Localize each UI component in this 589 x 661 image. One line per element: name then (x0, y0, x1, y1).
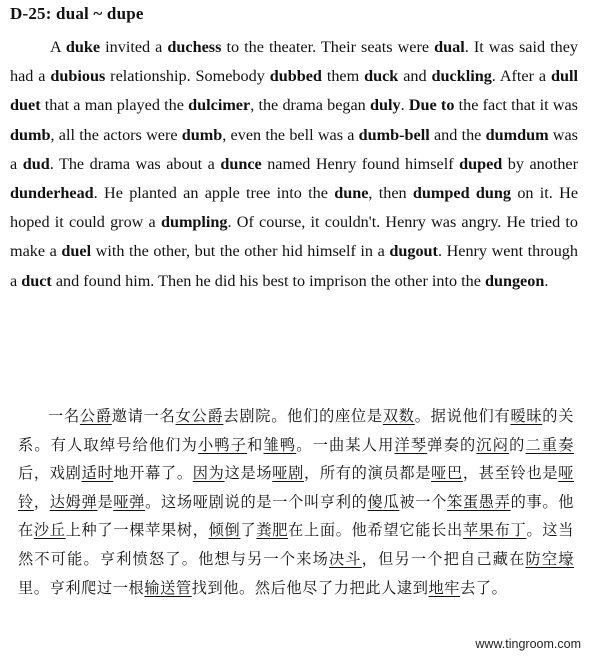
paragraph-text: and the (429, 125, 486, 144)
vocab-word: dumb (10, 125, 51, 144)
vocab-word: duped (459, 154, 503, 173)
paragraph-text: was a (10, 125, 578, 173)
translated-term: 达姆弹 (49, 492, 98, 511)
vocab-word: dud (22, 154, 50, 173)
translated-term: 哑巴 (431, 464, 463, 483)
vocab-word: dumpling (160, 213, 228, 232)
paragraph-text: 的关系。有人取绰号给他们为 (18, 407, 575, 454)
vocab-word: dumb-bell (358, 125, 430, 144)
watermark-url: www.tingroom.com (475, 637, 581, 651)
vocab-word: dunce (220, 154, 262, 173)
paragraph-text: relationship. Somebody (105, 67, 270, 86)
paragraph-text: 邀请一名 (111, 407, 176, 425)
translated-term: 决斗 (329, 549, 362, 568)
paragraph-text: , all the actors were (50, 125, 182, 144)
paragraph-text: 的 (509, 435, 526, 454)
paragraph-text: 。这场哑剧说的是一个叫亨利的 (145, 492, 368, 511)
paragraph-text: that a man played the (40, 96, 189, 115)
paragraph-text: . After a (491, 67, 551, 86)
vocab-word: dumdum (485, 125, 549, 144)
paragraph-text: . He planted an apple tree into the (93, 184, 335, 203)
lesson-heading: D-25: dual ~ dupe (10, 4, 144, 23)
translated-term: 哑铃 (18, 464, 575, 511)
paragraph-text: ，但另一个把自己藏在 (361, 549, 526, 568)
vocab-word: dumb (181, 125, 223, 144)
translated-term: 哑剧 (272, 464, 305, 483)
translated-term: 愚弄 (478, 492, 511, 511)
paragraph-text: with the other, but the other hid himself in a (91, 242, 390, 261)
vocab-word: dual (434, 38, 465, 56)
vocab-word: dunderhead (10, 184, 94, 203)
translated-term: 地牢 (428, 578, 461, 597)
translated-term: 小鸭子 (198, 435, 248, 454)
vocab-word: Due to (408, 96, 455, 115)
vocab-word: duct (21, 271, 52, 290)
paragraph-text: by another (502, 154, 579, 173)
translated-term: 粪肥 (256, 521, 289, 540)
paragraph-text: . (400, 96, 409, 115)
vocab-word: dull (551, 67, 579, 86)
vocab-word: duel (61, 242, 92, 261)
translated-term: 输送管 (144, 578, 192, 597)
paragraph-text: , the drama began (250, 96, 370, 115)
paragraph-text: 去剧院。他们的座位是 (223, 407, 383, 425)
translated-term: 防空壕 (525, 549, 575, 568)
translated-term: 因为 (192, 464, 225, 483)
paragraph-text: 里。亨利爬过一根 (18, 578, 145, 597)
paragraph-text: A (50, 38, 66, 56)
paragraph-text: . Henry went through a (10, 242, 578, 290)
vocab-word: duke (65, 38, 101, 56)
vocab-word: dumped (412, 184, 470, 203)
paragraph-text: 。据说他们有 (414, 407, 511, 425)
vocab-word: duly (369, 96, 401, 115)
paragraph-text: 的事。他在 (18, 492, 575, 540)
vocab-word: duchess (167, 38, 222, 56)
paragraph-text: to the theater. Their seats were (221, 38, 435, 56)
paragraph-text: . Of course, it couldn't. Henry was angry. He tried to make a (10, 213, 578, 261)
translated-term: 笨蛋 (447, 492, 479, 511)
paragraph-text: 。这当然不可能。亨利愤怒了。他想与另一个来场 (18, 521, 574, 568)
translated-term: 倾倒 (208, 521, 241, 540)
paragraph-text: the fact that it was (454, 96, 578, 115)
paragraph-text: them (321, 67, 365, 86)
paragraph-text: 被一个 (399, 492, 447, 511)
paragraph-text: . (544, 271, 549, 290)
translated-term: 暧昧 (510, 407, 543, 425)
translated-term: 公爵 (79, 407, 112, 425)
vocab-word: dung (475, 184, 512, 203)
paragraph-text: invited a (100, 38, 168, 56)
paragraph-text: and found him. Then he did his best to imprison the other into the (51, 271, 485, 290)
vocab-word: duck (364, 67, 399, 86)
paragraph-text: 是 (97, 492, 114, 511)
paragraph-text: 和 (247, 435, 264, 454)
vocab-word: dulcimer (188, 96, 251, 115)
vocab-word: duckling (431, 67, 492, 86)
paragraph-text: 上种了一棵苹果树， (65, 521, 209, 540)
translated-term: 双数 (382, 407, 415, 425)
paragraph-text: 弹奏的 (427, 435, 477, 454)
vocab-word: duet (10, 96, 41, 115)
paragraph-text: and (398, 67, 432, 86)
paragraph-text: . It was said they had a (10, 38, 579, 86)
translated-term: 女公爵 (175, 407, 224, 425)
paragraph-text: 一名 (48, 407, 80, 425)
paragraph-text: on it. He hoped it could grow a (10, 184, 579, 232)
paragraph-text: . The drama was about a (49, 154, 221, 173)
translated-term: 沙丘 (33, 521, 66, 540)
paragraph-text: 。一曲某人用 (296, 435, 395, 454)
vocab-word: dubious (50, 67, 106, 86)
translated-term: 二重奏 (525, 435, 575, 454)
translated-term: 适时 (81, 464, 114, 483)
paragraph-text: ， (33, 492, 50, 511)
translated-term: 苹果布丁 (462, 521, 527, 540)
paragraph-text: , even the bell was a (222, 125, 359, 144)
paragraph-text: ，甚至铃也是 (462, 464, 559, 483)
paragraph-text: 去了。 (460, 578, 508, 597)
vocab-word: dungeon (484, 271, 545, 290)
paragraph-text: 在上面。他希望它能长出 (288, 521, 463, 540)
translated-term: 沉闷 (476, 435, 510, 454)
paragraph-text: 这是场 (224, 464, 273, 483)
paragraph-text: 找到他。然后他尽了力把此人逮到 (191, 578, 429, 597)
english-paragraph (10, 33, 578, 296)
translated-term: 雏鸭 (263, 435, 297, 454)
vocab-word: dugout (389, 242, 438, 261)
paragraph-text: ，所有的演员都是 (304, 464, 432, 483)
translated-term: 哑弹 (113, 492, 146, 511)
vocab-word: dubbed (269, 67, 322, 86)
chinese-paragraph (18, 402, 574, 602)
paragraph-text: 了 (240, 521, 257, 540)
paragraph-text: , then (368, 184, 413, 203)
vocab-word: dune (334, 184, 369, 203)
paragraph-text: 后，戏剧 (18, 464, 82, 483)
paragraph-text: named Henry found himself (261, 154, 460, 173)
translated-term: 傻瓜 (367, 492, 400, 511)
paragraph-text: 地开幕了。 (113, 464, 193, 483)
translated-term: 洋琴 (394, 435, 428, 454)
